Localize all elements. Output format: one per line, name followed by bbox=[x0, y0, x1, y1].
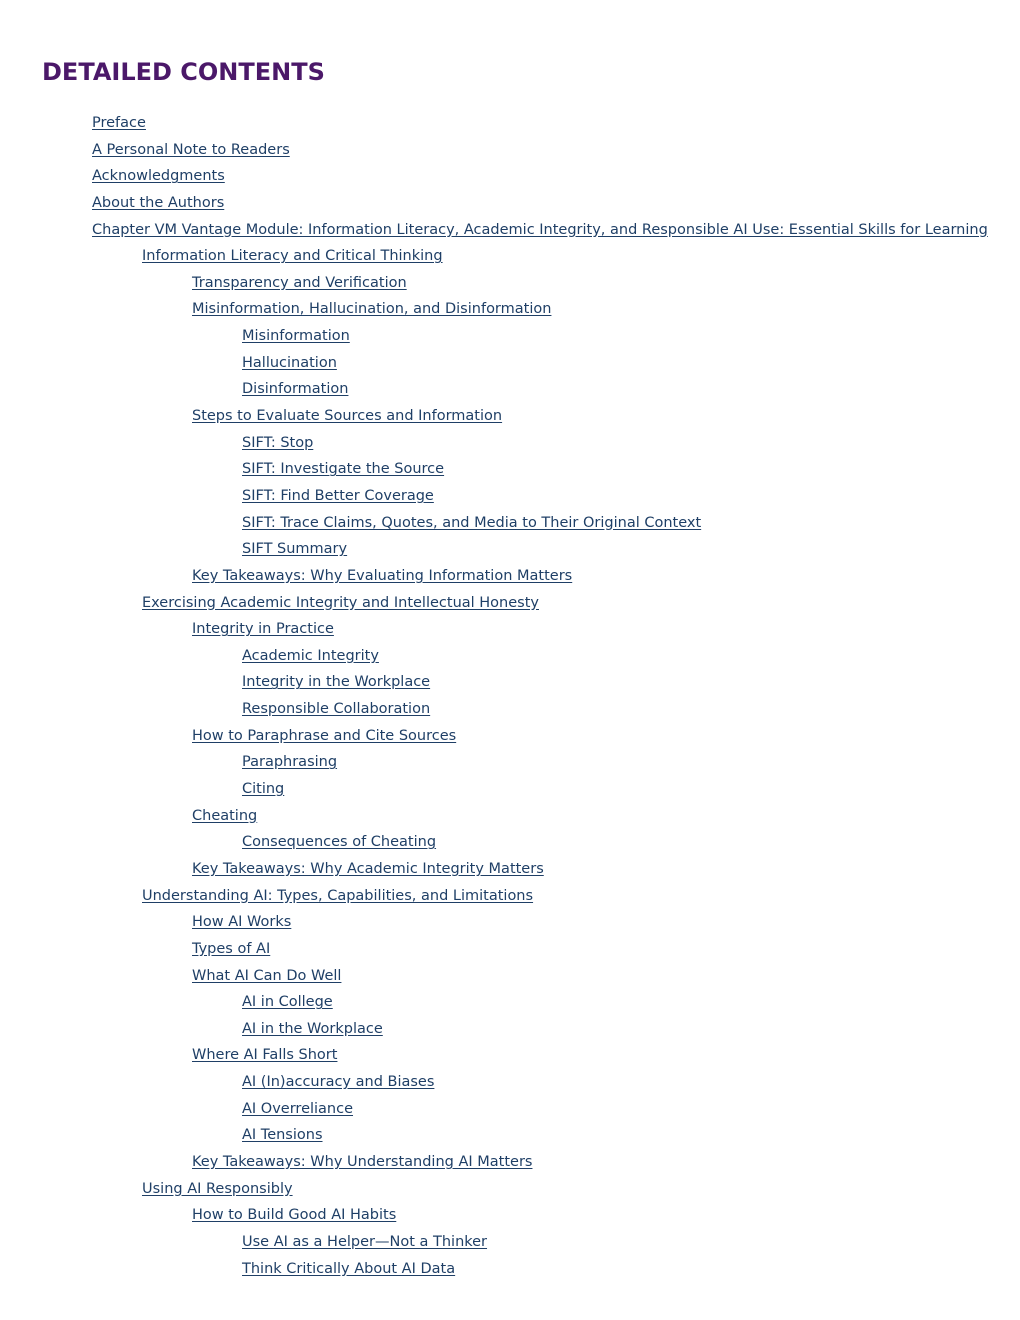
toc-link[interactable]: Transparency and Verification bbox=[192, 274, 407, 291]
toc-item bbox=[0, 1015, 1020, 1042]
toc-item bbox=[0, 562, 1020, 589]
toc-item bbox=[0, 349, 1020, 376]
page-title: DETAILED CONTENTS bbox=[42, 58, 325, 86]
toc-item bbox=[0, 589, 1020, 616]
toc-item bbox=[0, 1095, 1020, 1122]
toc-item bbox=[0, 162, 1020, 189]
toc-link[interactable]: AI (In)accuracy and Biases bbox=[242, 1074, 435, 1091]
toc-link[interactable]: Integrity in Practice bbox=[192, 621, 334, 638]
toc-item bbox=[0, 722, 1020, 749]
toc-item bbox=[0, 295, 1020, 322]
toc-item bbox=[0, 775, 1020, 802]
toc-link[interactable]: SIFT: Trace Claims, Quotes, and Media to Their Original Context bbox=[242, 514, 702, 531]
toc-link[interactable]: Key Takeaways: Why Evaluating Information Matters bbox=[192, 567, 573, 584]
toc-link[interactable]: Using AI Responsibly bbox=[142, 1180, 293, 1197]
toc-item bbox=[0, 322, 1020, 349]
toc-link[interactable]: Acknowledgments bbox=[92, 168, 225, 185]
table-of-contents bbox=[0, 109, 1020, 1281]
toc-item bbox=[0, 1121, 1020, 1148]
toc-item bbox=[0, 109, 1020, 136]
toc-link[interactable]: SIFT: Find Better Coverage bbox=[242, 487, 434, 504]
toc-item bbox=[0, 802, 1020, 829]
toc-item bbox=[0, 535, 1020, 562]
toc-item bbox=[0, 908, 1020, 935]
toc-link[interactable]: Exercising Academic Integrity and Intellectual Honesty bbox=[142, 594, 539, 611]
toc-link[interactable]: Integrity in the Workplace bbox=[242, 674, 431, 691]
toc-item bbox=[0, 748, 1020, 775]
toc-item bbox=[0, 429, 1020, 456]
toc-link[interactable]: About the Authors bbox=[92, 194, 225, 211]
toc-item bbox=[0, 1255, 1020, 1282]
toc-item bbox=[0, 269, 1020, 296]
toc-link[interactable]: Where AI Falls Short bbox=[192, 1047, 338, 1064]
toc-link[interactable]: AI Overreliance bbox=[242, 1100, 354, 1117]
toc-item bbox=[0, 1228, 1020, 1255]
toc-link[interactable]: SIFT Summary bbox=[242, 541, 348, 558]
toc-link[interactable]: Academic Integrity bbox=[242, 647, 379, 664]
toc-item bbox=[0, 509, 1020, 536]
toc-link[interactable]: Types of AI bbox=[192, 940, 271, 957]
toc-link[interactable]: Paraphrasing bbox=[242, 754, 338, 771]
toc-link[interactable]: A Personal Note to Readers bbox=[92, 141, 290, 158]
toc-link[interactable]: Citing bbox=[242, 781, 285, 798]
toc-item bbox=[0, 695, 1020, 722]
toc-item bbox=[0, 615, 1020, 642]
toc-link[interactable]: SIFT: Investigate the Source bbox=[242, 461, 445, 478]
toc-item bbox=[0, 189, 1020, 216]
toc-link[interactable]: Key Takeaways: Why Academic Integrity Matters bbox=[192, 860, 544, 877]
toc-link[interactable]: Consequences of Cheating bbox=[242, 834, 437, 851]
toc-item bbox=[0, 1041, 1020, 1068]
toc-link[interactable]: AI Tensions bbox=[242, 1127, 323, 1144]
toc-item bbox=[0, 482, 1020, 509]
toc-item bbox=[0, 1068, 1020, 1095]
toc-item bbox=[0, 855, 1020, 882]
toc-item bbox=[0, 402, 1020, 429]
toc-item bbox=[0, 935, 1020, 962]
toc-item bbox=[0, 216, 1020, 243]
toc-link[interactable]: SIFT: Stop bbox=[242, 434, 314, 451]
toc-item bbox=[0, 136, 1020, 163]
toc-item bbox=[0, 1201, 1020, 1228]
toc-link[interactable]: Think Critically About AI Data bbox=[242, 1260, 456, 1277]
toc-item bbox=[0, 828, 1020, 855]
toc-link[interactable]: Preface bbox=[92, 115, 146, 131]
toc-link[interactable]: How to Build Good AI Habits bbox=[192, 1207, 397, 1224]
toc-link[interactable]: AI in College bbox=[242, 994, 333, 1011]
toc-item bbox=[0, 455, 1020, 482]
toc-item bbox=[0, 242, 1020, 269]
toc-link[interactable]: Understanding AI: Types, Capabilities, and Limitations bbox=[142, 887, 534, 904]
toc-link[interactable]: Responsible Collaboration bbox=[242, 701, 431, 718]
toc-item bbox=[0, 962, 1020, 989]
toc-item bbox=[0, 642, 1020, 669]
toc-link[interactable]: What AI Can Do Well bbox=[192, 967, 342, 984]
toc-link[interactable]: AI in the Workplace bbox=[242, 1020, 383, 1037]
toc-link[interactable]: Key Takeaways: Why Understanding AI Matters bbox=[192, 1153, 533, 1170]
toc-link[interactable]: How to Paraphrase and Cite Sources bbox=[192, 727, 457, 744]
toc-link[interactable]: Misinformation, Hallucination, and Disinformation bbox=[192, 301, 552, 318]
toc-item bbox=[0, 1175, 1020, 1202]
toc-item bbox=[0, 668, 1020, 695]
toc-link[interactable]: Hallucination bbox=[242, 354, 337, 371]
toc-link[interactable]: Use AI as a Helper—Not a Thinker bbox=[242, 1233, 488, 1250]
toc-link[interactable]: How AI Works bbox=[192, 914, 292, 931]
toc-item bbox=[0, 882, 1020, 909]
toc-link[interactable]: Chapter VM Vantage Module: Information Literacy, Academic Integrity, and Responsible AI Use: Essential Skills for Learning bbox=[92, 221, 988, 238]
toc-link[interactable]: Information Literacy and Critical Thinking bbox=[142, 248, 443, 265]
toc-link[interactable]: Misinformation bbox=[242, 328, 350, 345]
toc-link[interactable]: Steps to Evaluate Sources and Information bbox=[192, 408, 503, 425]
toc-item bbox=[0, 375, 1020, 402]
toc-item bbox=[0, 1148, 1020, 1175]
toc-link[interactable]: Disinformation bbox=[242, 381, 349, 398]
toc-link[interactable]: Cheating bbox=[192, 807, 258, 824]
toc-item bbox=[0, 988, 1020, 1015]
